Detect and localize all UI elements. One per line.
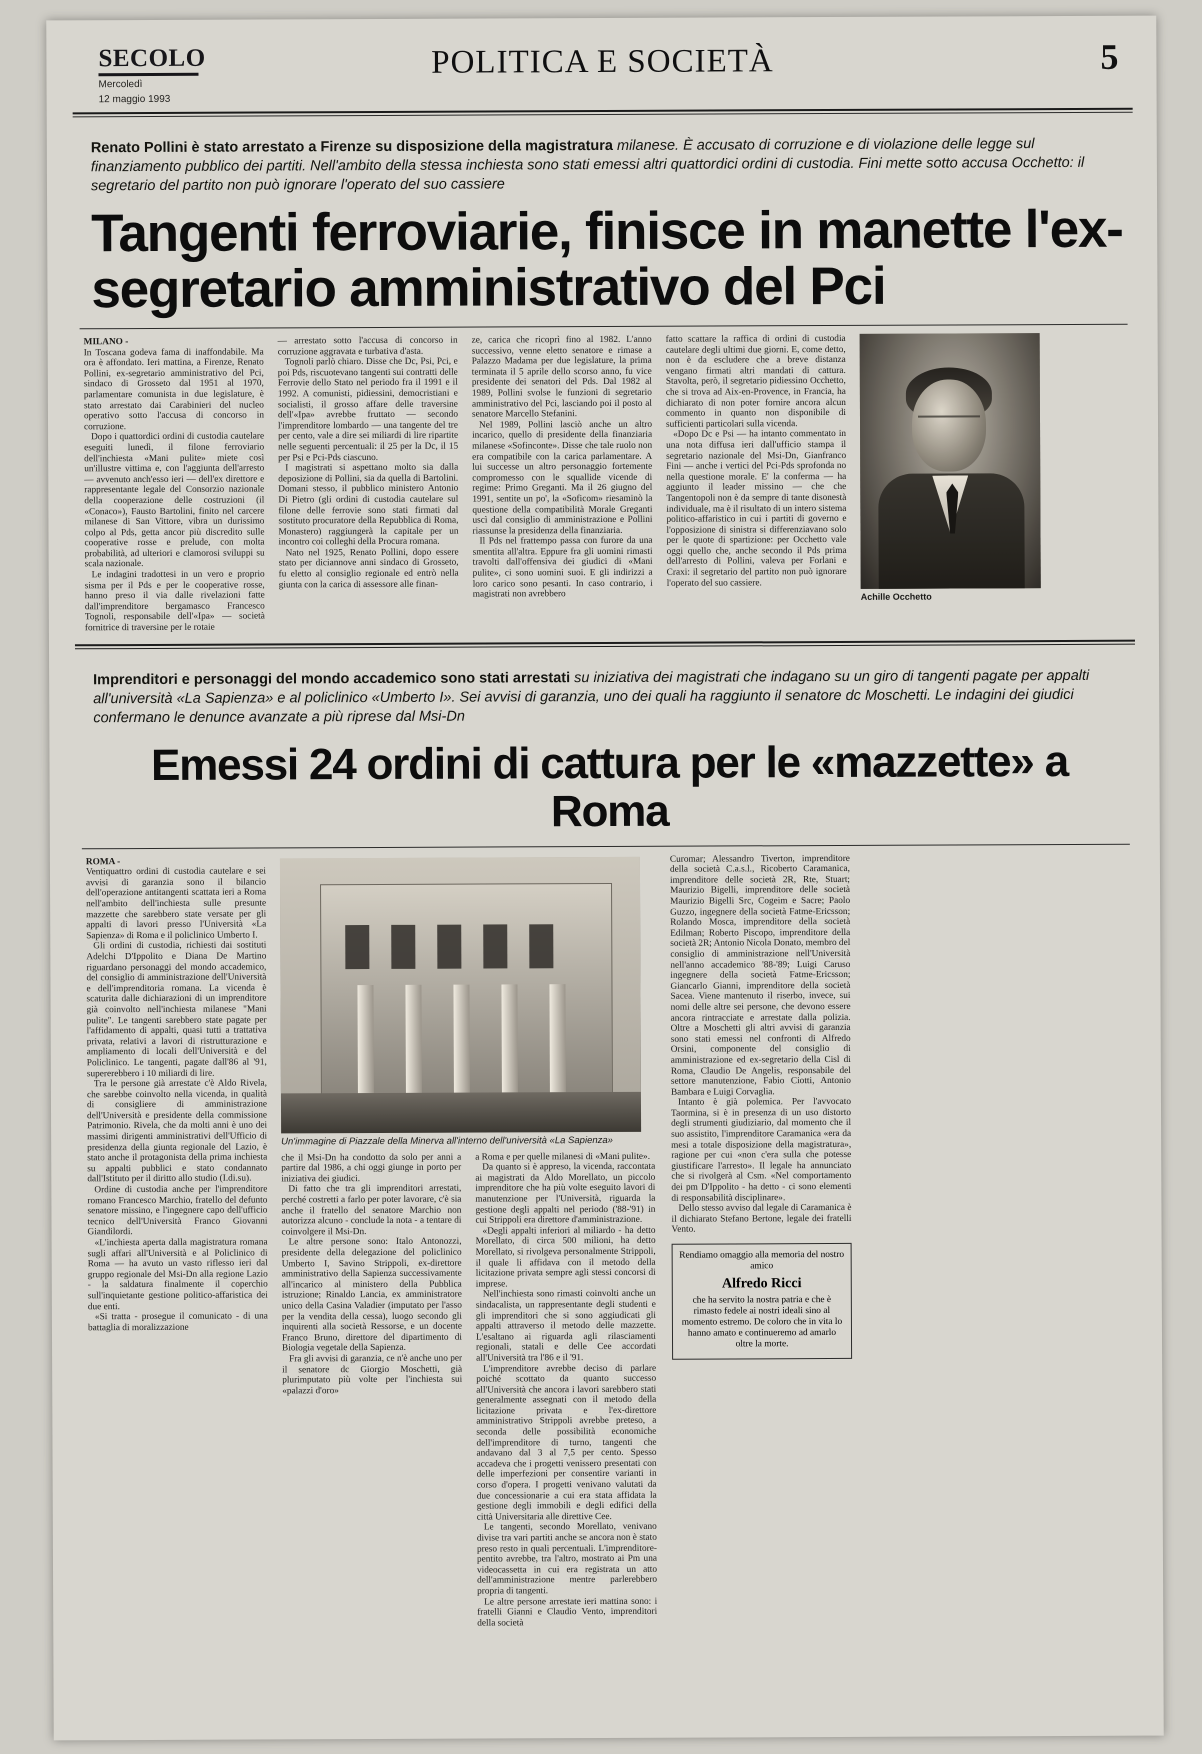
page-number: 5 [1100,36,1119,77]
article2-col3-text: a Roma e per quelle milanesi di «Mani pulite». Da quanto si è appreso, la vicenda, raccontata ai magistrati da Aldo Morellato, un piccolo imprenditore che ha più volte eseguito lavori di manutenzione per l'Università, riguarda la gestione degli appalti nel periodo ('88-'91) in cui Strippoli era direttore d'amministrazione. «Degli appalti inferiori al miliardo - ha detto Morellato, di circa 500 milioni, ha detto Morellato, si rivolgeva personalmente Strippoli, il quale li affidava con il metodo della licitazione privata sempre agli stessi concorsi di imprese. Nell'inchiesta sono rimasti coinvolti anche un sindacalista, un rappresentante degli studenti e gli imprenditori che si sono aggiudicati gli appalti attraverso il metodo delle mazzette. L'esaltano ai riguarda agli rilasciamenti regionali, statali e delle Cee accordati all'Università tra l'86 e il '91. L'imprenditore avrebbe deciso di parlare poiché scottato da quanto successo all'Università che ancora i lavori sarebbero stati generalmente assegnati con il metodo della licitazione privata e l'ex-direttore amministrativo Strippoli avrebbe preteso, a seconda delle possibilità economiche dell'imprenditore di turno, tangenti che andavano dal 3 al 7,5 per cento. Spesso accadeva che i progetti venissero presentati con delle imperfezioni per consentire varianti in corso d'opera. I progetti venivano valutati da due concessionarie a cui era stata affidata la gestione degli immobili e degli edifici della città Universitaria alle direttive Cee. Le tangenti, secondo Morellato, venivano divise tra vari partiti anche se ancora non è stato preso resto in quali percentuali. L'imprenditore-pentito avrebbe, tra l'altro, mostrato ai Pm una videocassetta in cui era registrata un atto dell'amministrazione mentre parlerebbero propria di tangenti. Le altre persone arrestate ieri mattina sono: i fratelli Gianni e Claudio Vento, imprenditori della società [475,1151,658,1629]
portrait-photo [860,333,1041,589]
memorial-line2: che ha servito la nostra patria e che è rimasto fedele ai nostri ideali sino al momento estremo. De coloro che in vita lo hanno amato e continueremo ad amarlo oltre la morte. [681,1295,843,1350]
article-mazzette-roma [75,656,1139,1630]
memorial-name: Alfredo Ricci [722,1276,802,1292]
article1-headline: Tangenti ferroviarie, finisce in manette l'ex-segretario amministrativo del Pci [91,199,1123,320]
article2-columns [76,844,1139,1630]
glasses-icon [918,415,980,431]
building-shape [320,883,613,1096]
article-tangenti-ferroviarie [73,125,1135,634]
dateline-date: 12 maggio 1993 [98,93,171,106]
article1-col1-text: In Toscana godeva fama di inaffondabile. Ma ora è affondato. Ieri mattina, a Firenze, Renato Pollini, ex-segretario amministrativo del Pci, sindaco di Grosseto dal 1951 al 1970, parlamentare comunista in due legislature, è stato arrestato dai Carabinieri del nucleo operativo sotto l'accusa di concorso in corruzione. Dopo i quattordici ordini di custodia cautelare eseguiti lunedì, il filone ferroviario dell'inchiesta «Mani pulite» miete così un'illustre vittima e, con l'aggiunta dell'arresto — avvenuto anch'esso ieri — dell'ex direttore e rappresentante legale del Consorzio nazionale della cooperazione delle costruzioni (il «Conaco»), Fausto Bartolini, finito nel carcere milanese di San Vittore, vibra un durissimo colpo al Pds, getta ancor più discredito sulle cooperative rosse e prelude, con molta probabilità, ad ulteriori e clamorosi sviluppi su scala nazionale. Le indagini tradottesi in un vero e proprio sisma per il Pds e per le cooperative rosse, hanno preso il via dalle rivelazioni fatte dall'imprenditore bergamasco Francesco Tognoli, responsabile dell'«Ipa» — società fornitrice di traversine per le rotaie [83,347,265,634]
memorial-notice [672,1243,853,1360]
article2-col-3 [475,1151,657,1628]
article1-dateline: MILANO - [83,337,129,348]
article2-photo-caption: Un'immagine di Piazzale della Minerva all'interno dell'università «La Sapienza» [281,1134,613,1148]
article1-col-4 [666,334,847,631]
article2-col-4 [670,854,853,1628]
article2-standfirst-lead: Imprenditori e personaggi del mondo accademico sono stati arrestati [93,669,571,688]
newspaper-sheet [46,16,1163,1741]
memorial-line1: Rendiamo omaggio alla memoria del nostro amico [679,1249,845,1272]
sapienza-photo [280,856,641,1133]
article1-col-3 [472,335,653,632]
page-title: POLITICA E SOCIETÀ [431,43,774,81]
article1-columns [74,325,1135,634]
article1-photo-block [860,333,1041,630]
article1-col2-text: — arrestato sotto l'accusa di concorso in corruzione aggravata e turbativa d'asta. Tognoli parlò chiaro. Disse che Dc, Psi, Pci, e poi Pds, riscuotevano tangenti sui contratti delle Ferrovie dello Stato nel periodo fra il 1991 e il 1992. A comunisti, pidiessini, democristiani e socialisti, il grosso affare delle traversine dell'«Ipa» avrebbe fruttato — secondo l'imprenditore lombardo — una tangente del tre per cento, vale a dire sei miliardi di lire ripartite nelle seguenti percentuali: il 25 per la Dc, il 15 per Psi e Pci-Pds ciascuno. I magistrati si aspettano molto sia dalla deposizione di Pollini, sia da quella di Bartolini. Domani stesso, il pubblico ministero Antonio Di Pietro (gli ordini di custodia cautelare sul filone delle ferrovie sono stati firmati dal sostituto procuratore della Repubblica di Roma, Monastero) raggiungerà la capitale per un incontro coi colleghi della Procura romana. Nato nel 1925, Renato Pollini, dopo essere stato per diciannove anni sindaco di Grosseto, fu eletto al consiglio regionale ed entrò nella giunta con la carica di assessore alle finan- [277,335,459,591]
article2-col1-text: Ventiquattro ordini di custodia cautelare e sei avvisi di garanzia sono il bilancio dell'operazione antitangenti scattata ieri a Roma nell'ambito dell'inchiesta sulle presunte mazzette che sarebbero state versate per gli appalti di lavori presso l'Università «La Sapienza» di Roma e il policlinico Umberto I. Gli ordini di custodia, richiesti dai sostituti Adelchi D'Ippolito e Diana De Martino riguardano personaggi del mondo accademico, del consiglio di amministrazione dell'Università e dell'imprenditoria romana. La vicenda è scaturita dalle dichiarazioni di un imprenditore già coinvolto nell'inchiesta milanese "Mani pulite". Le tangenti sarebbero state pagate per l'affidamento di appalti, quasi tutti a trattativa privata, relativi a lavori di ristrutturazione e ampliamento di locali dell'Università e del Policlinico. Le tangenti, pagate dall'86 al '91, supererebbero i 10 miliardi di lire. Tra le persone già arrestate c'è Aldo Rivela, che sarebbe coinvolto nella vicenda, in qualità di consigliere di amministrazione dell'Università e presidente della commissione Patrimonio. Rivela, che da molti anni è uno dei massimi dirigenti amministrativi dell'Ufficio di presidenza della giunta regionale del Lazio, è stato anche il protagonista della prima inchiesta su appalti pubblici e stato condannato dall'Istituto per il diritto allo studio (I.di.su). Ordine di custodia anche per l'imprenditore romano Francesco Marchio, fratello del defunto senatore missino, e l'ingegnere capo dell'ufficio tecnico dell'Università Franco Giovanni Giandilordi. «L'inchiesta aperta dalla magistratura romana sugli affari all'Università e al Policlinico di Roma — ha avuto un vasto riflesso ieri dal gruppo regionale del Msi-Dn alla regione Lazio - la saldatura finalmente il coperchio sull'inquietante gestione politico-affaristica dei due enti. «Si tratta - prosegue il comunicato - di una battaglia di moralizzazione [85,866,268,1334]
article1-col3-text: ze, carica che ricoprì fino al 1982. L'anno successivo, venne eletto senatore e rimase a Palazzo Madama per due legislature, la prima terminata il 5 aprile dello scorso anno, fu vice presidente dei senatori del Pds. Dal 1982 al 1989, Pollini svolse le funzioni di segretario amministrativo del Pci, lasciando poi il posto al senatore Marcello Stefanini. Nel 1989, Pollini lasciò anche un altro incarico, quello di presidente della finanziaria milanese «Sofinconte». Disse che tale ruolo non era compatibile con la carica parlamentare. A lui successe un altro personaggio fortemente compromesso con le squallide vicende di regime: Primo Greganti. Ma il 26 giugno del 1991, sentite un po', la «Soficom» riesaminò la questione della compatibilità Morale Greganti uscì dal consiglio di amministrazione e Pollini riassunse la presidenza della finanziaria. Il Pds nel frattempo passa con furore da una smentita all'altra. Eppure fra gli uomini rimasti travolti dall'offensiva dei giudici di «Mani pulite», ci sono uomini suoi. E gli indirizzi a loro carico sono pesanti. In caso contrario, i magistrati non avrebbero [471,334,653,600]
masthead [72,36,1132,111]
article2-dateline: ROMA - [85,856,121,867]
article2-standfirst [75,656,1135,736]
article1-col-2 [278,336,459,633]
article1-col4-text: fatto scattare la raffica di ordini di custodia cautelare degli ultimi due giorni. E, come detto, non è da escludere che a breve distanza vengano firmati altri mandati di cattura. Stavolta, però, il segretario pidiessino Occhetto, che si trova ad Aix-en-Provence, in Francia, ha dichiarato di non poter fornire ancora alcun commento in quanto non disponibile di sufficienti particolari sulla vicenda. «Dopo Dc e Psi — ha intanto commentato in una nota diffusa ieri dall'ufficio stampa il segretario nazionale del Msi-Dn, Gianfranco Fini — anche i vertici del Pci-Pds sprofonda no nella questione morale. E' la conferma — ha aggiunto il leader missino — che che Tangentopoli non è da sempre di tante disonestà individuale, ma è il risultato di un intero sistema politico-affaristico in cui i partiti di governo e l'opposizione di sinistra si differenziavano solo per le quote di spartizione: per Occhetto vale oggi quello che, anche secondo il Pds prima dell'arresto di Pollini, valeva per Forlani e Craxi: il segretario del partito non può ignorare l'operato del suo cassiere. [665,333,847,589]
dateline-day: Mercoledì [98,79,143,91]
article2-standfirst-rest: su iniziativa dei magistrati che indagano su un giro di tangenti pagate per appalti all'università «La Sapienza» e al policlinico «Umberto I». Sei avvisi di garanzia, uno dei quali ha raggiunto il senatore dc Moschetti. Le indagini dei giudici confermano le denunce avanzate a più riprese dal Msi-Dn [93,667,1090,726]
article-divider [75,639,1135,649]
article1-standfirst [73,125,1133,205]
logo-name: SECOLO [98,44,206,73]
article2-col-2 [281,1152,463,1629]
article1-photo-caption: Achille Occhetto [860,591,932,602]
article2-col2-text: che il Msi-Dn ha condotto da solo per anni a partire dal 1986, a chi oggi giunge in porto per iniziativa dei giudici. Di fatto che tra gli imprenditori arrestati, perché costretti a farlo per poter lavorare, c'è sia anche il fratello del senatore Marchio non autorizza alcuno - conclude la nota - a tentare di coinvolgere il Msi-Dn. Le altre persone sono: Italo Antonozzi, presidente della delegazione del policlinico Umberto I, Savino Strippoli, ex-direttore amministrativo della Sapienza successivamente all'incarico al ministero della Pubblica istruzione; Rinaldo Lancia, ex amministratore unico della Casina Valadier (imputato per l'asso per la vendita della cessa), luogo secondo gli inquirenti alla società Ressorse, e un docente Franco Bruno, direttore del dipartimento di Biologia vegetale della Sapienza. Fra gli avvisi di garanzia, ce n'è anche uno per il senatore dc Giorgio Moschetti, già plurimputato più volte per l'inchiesta sui «palazzi d'oro» [281,1152,463,1397]
article2-col4-text: Curomar; Alessandro Tiverton, imprenditore della società C.a.s.l., Ricoberto Caramanica, imprenditore delle società 2R, Rte, Stuart; Maurizio Bigelli, imprenditore delle società Maurizio Bigelli Src, Cogeim e Sacre; Paolo Guzzo, ingegnere della società Fatme-Ericsson; Rolando Mosca, imprenditore della società Edilman; Roberto Piscopo, imprenditore della società 2R; Antonio Nicola Donato, membro del consiglio di amministrazione nell'Università nell'anno accademico '88-'89; Luigi Caruso ingegnere della società Fatme-Ericsson; Giancarlo Gianni, imprenditore della società Sacea. Viene mantenuto il riserbo, invece, sui nomi delle altre sei persone, che devono essere ancora rintracciate e arrestate dalla polizia. Oltre a Moschetti gli altri avvisi di garanzia sono stati emessi nel confronti di Alfredo Orsini, componente del consiglio di amministrazione ed ex-segretario della Cisl di Roma, Claudio De Angelis, responsabile del settore manutenzione, Fabio Ciotti, Antonio Bambara e Luigi Corvaglia. Intanto è già polemica. Per l'avvocato Taormina, si è in presenza di un uso distorto degli strumenti giudiziario, dal momento che il suo assistito, l'imprenditore Caramanica «era da mesi a totale disposizione della magistratura», ragione per cui «non c'era sulla che potesse giustificare l'arresto». Il legale ha annunciato che si rivolgerà al Csm. «Nel comportamento dei pm D'Ippolito - ha detto - ci sono elementi di responsabilità disciplinare». Dello stesso avviso dal legale di Caramanica è il dichiarato Stefano Bertone, legale dei fratelli Vento. [669,853,852,1236]
article1-col-1 [84,336,265,633]
photo-ground [281,1091,641,1133]
article2-col-1 [86,856,269,1630]
article2-headline: Emessi 24 ordini di cattura per le «mazzette» a Roma [150,736,1069,836]
article2-center-block [280,854,659,1629]
article1-standfirst-lead: Renato Pollini è stato arrestato a Firenze su disposizione della magistratura [90,137,613,157]
article1-standfirst-rest: milanese. È accusato di corruzione e di violazione delle legge sul finanziamento pubblico dei partiti. Nell'ambito della stessa inchiesta sono stati emessi altri quattordici ordini di custodia. Fini mette sotto accusa Occhetto: il segretario del partito non può ignorare l'operato del suo cassiere [90,136,1085,195]
